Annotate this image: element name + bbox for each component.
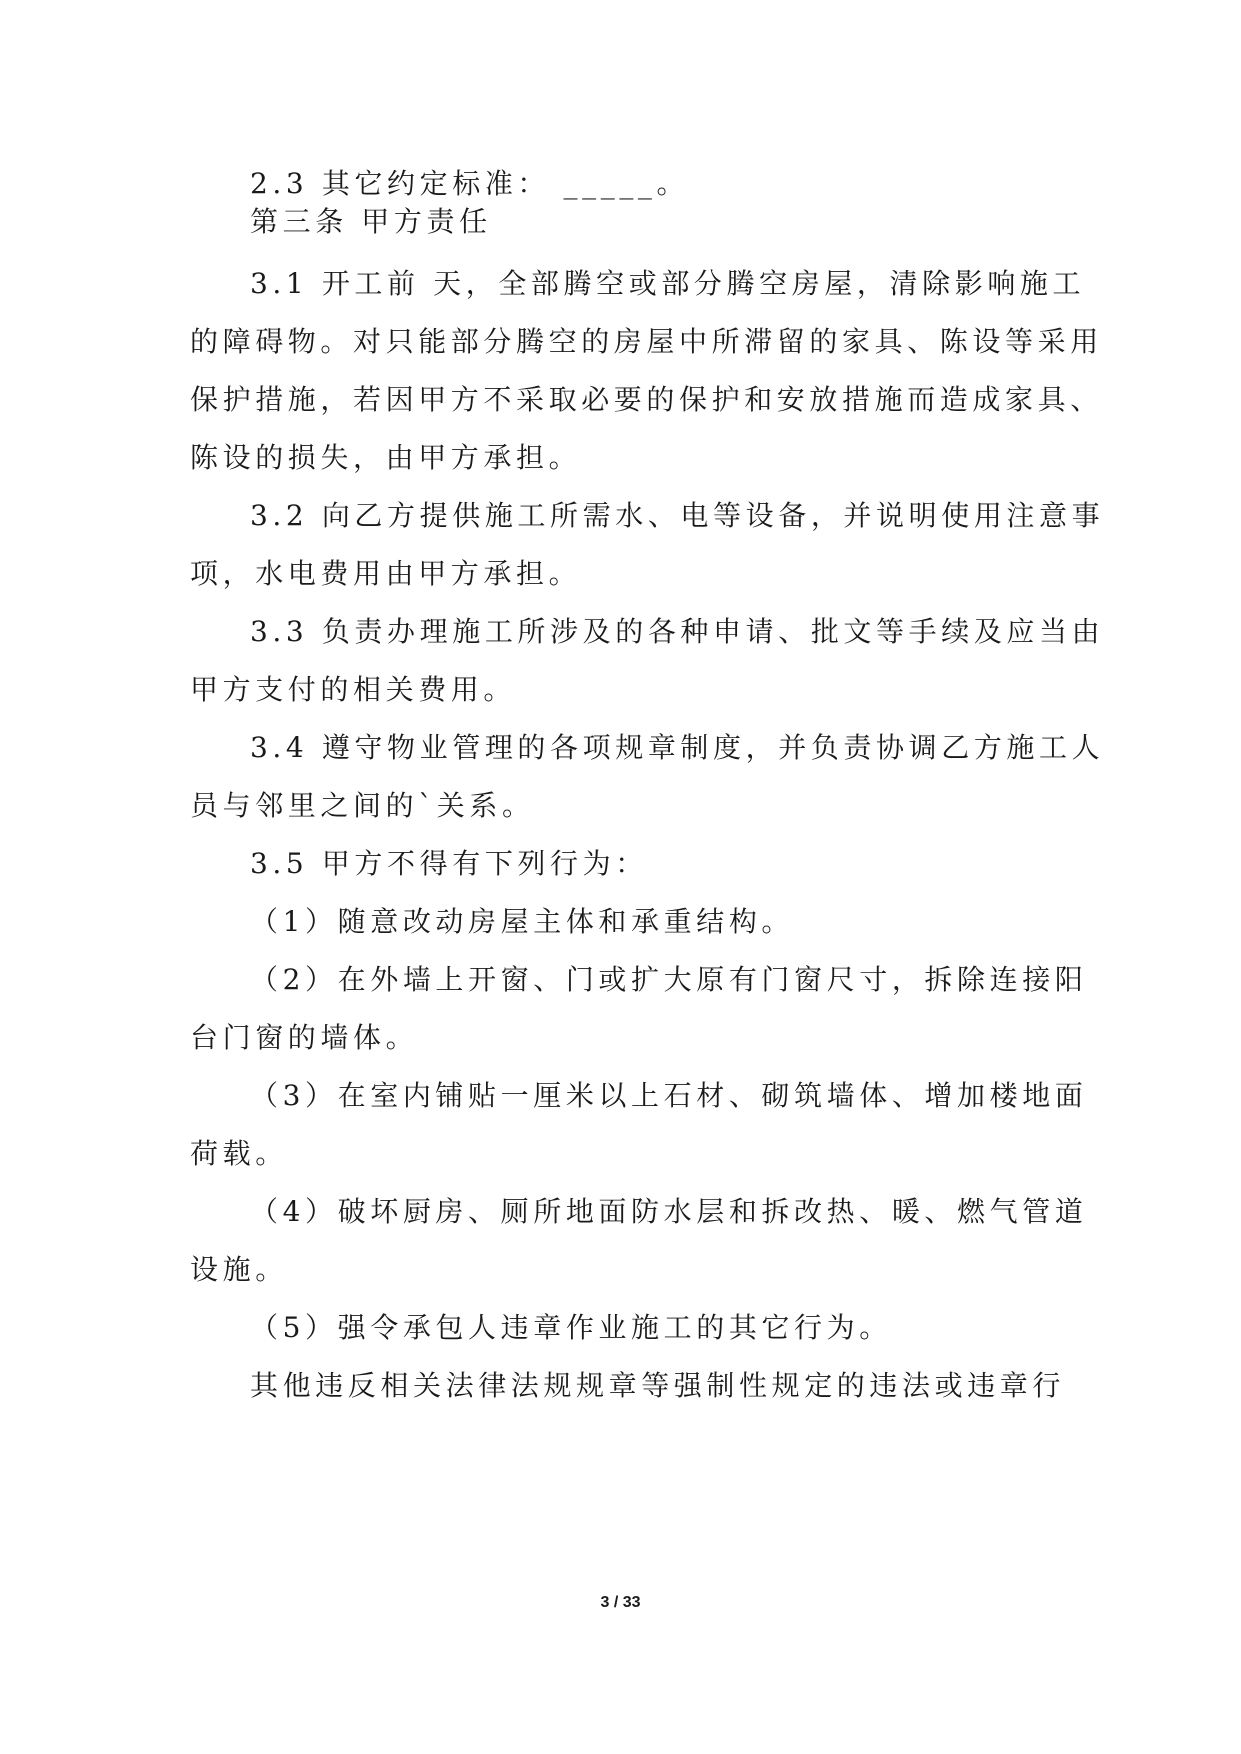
text-line: 其他违反相关法律法规规章等强制性规定的违法或违章行	[250, 1369, 1066, 1402]
text-line: 甲方支付的相关费用。	[190, 673, 517, 706]
text-line-clause-3-4: 3.4 遵守物业管理的各项规章制度，并负责协调乙方施工人	[250, 731, 1105, 764]
text-line-clause-3-1: 3.1 开工前 天，全部腾空或部分腾空房屋，清除影响施工	[250, 267, 1086, 300]
page-number: 3 / 33	[600, 1594, 641, 1611]
text-line: 陈设的损失，由甲方承担。	[190, 441, 582, 474]
text-line: 的障碍物。对只能部分腾空的房屋中所滞留的家具、陈设等采用	[190, 325, 1103, 358]
list-item-5: （5）强令承包人违章作业施工的其它行为。	[250, 1311, 892, 1344]
text-line: 保护措施，若因甲方不采取必要的保护和安放措施而造成家具、	[190, 383, 1103, 416]
list-item-1: （1）随意改动房屋主体和承重结构。	[250, 905, 795, 938]
text-line: 台门窗的墙体。	[190, 1021, 419, 1054]
text-line: 项，水电费用由甲方承担。	[190, 557, 582, 590]
text-line: 设施。	[190, 1253, 288, 1286]
text-line-clause-3-2: 3.2 向乙方提供施工所需水、电等设备，并说明使用注意事	[250, 499, 1105, 532]
text-line-clause-2-3: 2.3 其它约定标准： _____。	[250, 167, 690, 200]
section-heading-article-3: 第三条 甲方责任	[250, 205, 492, 238]
text-line: 荷载。	[190, 1137, 288, 1170]
list-item-2: （2）在外墙上开窗、门或扩大原有门窗尺寸，拆除连接阳	[250, 963, 1088, 996]
text-line: 员与邻里之间的`关系。	[190, 789, 535, 822]
text-line-clause-3-3: 3.3 负责办理施工所涉及的各种申请、批文等手续及应当由	[250, 615, 1105, 648]
list-item-3: （3）在室内铺贴一厘米以上石材、砌筑墙体、增加楼地面	[250, 1079, 1088, 1112]
list-item-4: （4）破坏厨房、厕所地面防水层和拆改热、暖、燃气管道	[250, 1195, 1088, 1228]
text-line-clause-3-5: 3.5 甲方不得有下列行为：	[250, 847, 648, 880]
